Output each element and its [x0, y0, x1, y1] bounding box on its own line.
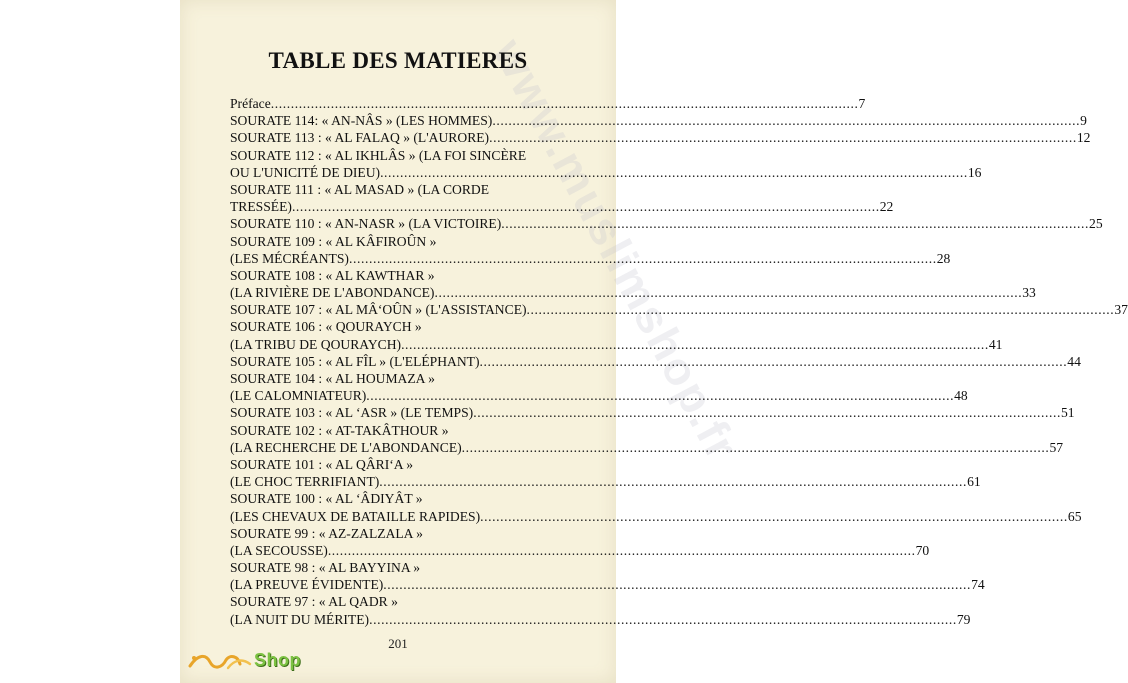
- toc-line: [230, 490, 568, 507]
- toc-line-text: SOURATE 107 : « AL MÂ‘OÛN » (L'ASSISTANCE): [230, 302, 527, 318]
- dot-leader: [292, 198, 880, 215]
- watermark: www.muslimshop.fr: [483, 30, 750, 470]
- dot-leader: [480, 508, 1068, 525]
- toc-line: [230, 164, 982, 181]
- toc-line-text: (LE CHOC TERRIFIANT): [230, 474, 380, 490]
- toc-page-number: 28: [936, 250, 951, 266]
- toc-line-text: SOURATE 108 : « AL KAWTHAR »: [230, 267, 435, 283]
- toc-line-text: SOURATE 103 : « AL ‘ASR » (LE TEMPS): [230, 405, 474, 421]
- toc-line-text: SOURATE 102 : « AT-TAKÂTHOUR »: [230, 422, 449, 438]
- toc-page-number: 41: [988, 336, 1003, 352]
- toc-line-text: SOURATE 111 : « AL MASAD » (LA CORDE: [230, 181, 490, 197]
- toc-line: [230, 387, 968, 404]
- toc-line-text: SOURATE 110 : « AN-NASR » (LA VICTOIRE): [230, 216, 502, 232]
- toc-line-text: SOURATE 114: « AN-NÂS » (LES HOMMES): [230, 113, 493, 129]
- dot-leader: [271, 95, 859, 112]
- dot-leader: [501, 215, 1089, 232]
- toc-page-number: 33: [1022, 285, 1036, 301]
- toc-line: [230, 353, 1081, 370]
- dot-leader: [379, 473, 967, 490]
- toc-line: [230, 181, 568, 198]
- toc-line-text: SOURATE 100 : « AL ‘ÂDIYÂT »: [230, 491, 423, 507]
- dot-leader: [380, 164, 968, 181]
- toc-line: [230, 95, 866, 112]
- toc-line: [230, 542, 930, 559]
- toc-line-text: (LA NUIT DU MÉRITE): [230, 611, 370, 627]
- toc-line-text: SOURATE 98 : « AL BAYYINA »: [230, 560, 421, 576]
- dot-leader: [328, 542, 916, 559]
- toc-line: [230, 267, 568, 284]
- toc-page-number: 57: [1049, 439, 1064, 455]
- dot-leader: [492, 112, 1080, 129]
- toc-line: [230, 129, 1091, 146]
- toc-line: [230, 370, 568, 387]
- toc-line: [230, 439, 1064, 456]
- toc-line: [230, 318, 568, 335]
- toc-line: [230, 559, 568, 576]
- toc-line: [230, 473, 981, 490]
- dot-leader: [473, 404, 1061, 421]
- toc-line-text: (LA RIVIÈRE DE L'ABONDANCE): [230, 285, 435, 301]
- toc-line-text: SOURATE 109 : « AL KÂFIROÛN »: [230, 233, 437, 249]
- shop-logo: [188, 648, 328, 676]
- toc-line: [230, 284, 1036, 301]
- toc-line-text: Préface: [230, 96, 271, 111]
- dot-leader: [369, 611, 957, 628]
- toc-page-number: 65: [1067, 508, 1082, 524]
- toc-page-number: 16: [967, 164, 982, 180]
- toc-page-number: 37: [1114, 302, 1128, 318]
- toc-line: [230, 147, 568, 164]
- toc-line-text: SOURATE 101 : « AL QÂRI‘A »: [230, 456, 414, 472]
- toc-page-number: 22: [879, 199, 894, 215]
- toc-line: [230, 233, 568, 250]
- toc-page-number: 70: [915, 542, 930, 558]
- toc-page-number: 9: [1080, 113, 1087, 129]
- toc-page-number: 25: [1089, 216, 1103, 232]
- toc-page-number: 12: [1076, 130, 1091, 146]
- toc-line-text: SOURATE 104 : « AL HOUMAZA »: [230, 371, 435, 386]
- toc-line: [230, 404, 1075, 421]
- dot-leader: [349, 250, 937, 267]
- page-title: TABLE DES MATIERES: [268, 48, 528, 73]
- toc-line-text: TRESSÉE): [230, 199, 292, 215]
- shop-logo-text: Shop: [254, 650, 301, 670]
- toc-line: [230, 112, 1087, 129]
- toc-line: [230, 593, 568, 610]
- toc-line-text: SOURATE 106 : « QOURAYCH »: [230, 319, 422, 335]
- dot-leader: [366, 387, 954, 404]
- toc-line: [230, 250, 951, 267]
- toc-line: [230, 525, 568, 542]
- dot-leader: [383, 576, 971, 593]
- dot-leader: [462, 439, 1050, 456]
- toc-line: [230, 336, 1003, 353]
- toc-line-text: SOURATE 99 : « AZ-ZALZALA »: [230, 525, 423, 541]
- toc-page-number: 74: [971, 577, 985, 593]
- toc-line-text: OU L'UNICITÉ DE DIEU): [230, 164, 381, 180]
- toc-page-number: 7: [858, 96, 866, 111]
- toc-line-text: SOURATE 97 : « AL QADR »: [230, 594, 398, 610]
- toc-line-text: SOURATE 113 : « AL FALAQ » (L'AURORE): [230, 130, 490, 146]
- dot-leader: [434, 284, 1022, 301]
- swirl-logo-icon: [188, 652, 258, 672]
- toc-line: [230, 422, 568, 439]
- dot-leader: [527, 301, 1115, 318]
- toc-line-text: (LES CHEVAUX DE BATAILLE RAPIDES): [230, 508, 481, 524]
- toc-line-text: (LA SECOUSSE): [230, 542, 328, 558]
- dot-leader: [480, 353, 1068, 370]
- dot-leader: [401, 336, 989, 353]
- toc-line: [230, 198, 894, 215]
- toc-line: [230, 301, 1128, 318]
- toc-line-text: (LE CALOMNIATEUR): [230, 388, 367, 404]
- toc-line-text: (LA TRIBU DE QOURAYCH): [230, 336, 402, 352]
- toc-line: [230, 215, 1103, 232]
- toc-line-text: SOURATE 112 : « AL IKHLÂS » (LA FOI SINCÈRE: [230, 147, 527, 163]
- toc-page-number: 79: [956, 611, 971, 627]
- toc-page-number: 61: [967, 474, 981, 490]
- toc-line: [230, 576, 985, 593]
- toc-line-text: (LES MÉCRÉANTS): [230, 250, 349, 266]
- dot-leader: [489, 129, 1077, 146]
- page-number: 201: [388, 636, 408, 651]
- toc-line: [230, 508, 1082, 525]
- toc-line: [230, 456, 568, 473]
- toc-line-text: SOURATE 105 : « AL FÎL » (L'ELÉPHANT): [230, 353, 480, 369]
- toc-line-text: (LA PREUVE ÉVIDENTE): [230, 577, 384, 593]
- toc-line-text: (LA RECHERCHE DE L'ABONDANCE): [230, 439, 462, 455]
- toc-page-number: 51: [1060, 405, 1075, 421]
- toc-line: [230, 611, 971, 628]
- toc-page-number: 48: [954, 388, 968, 404]
- toc-page-number: 44: [1067, 353, 1081, 369]
